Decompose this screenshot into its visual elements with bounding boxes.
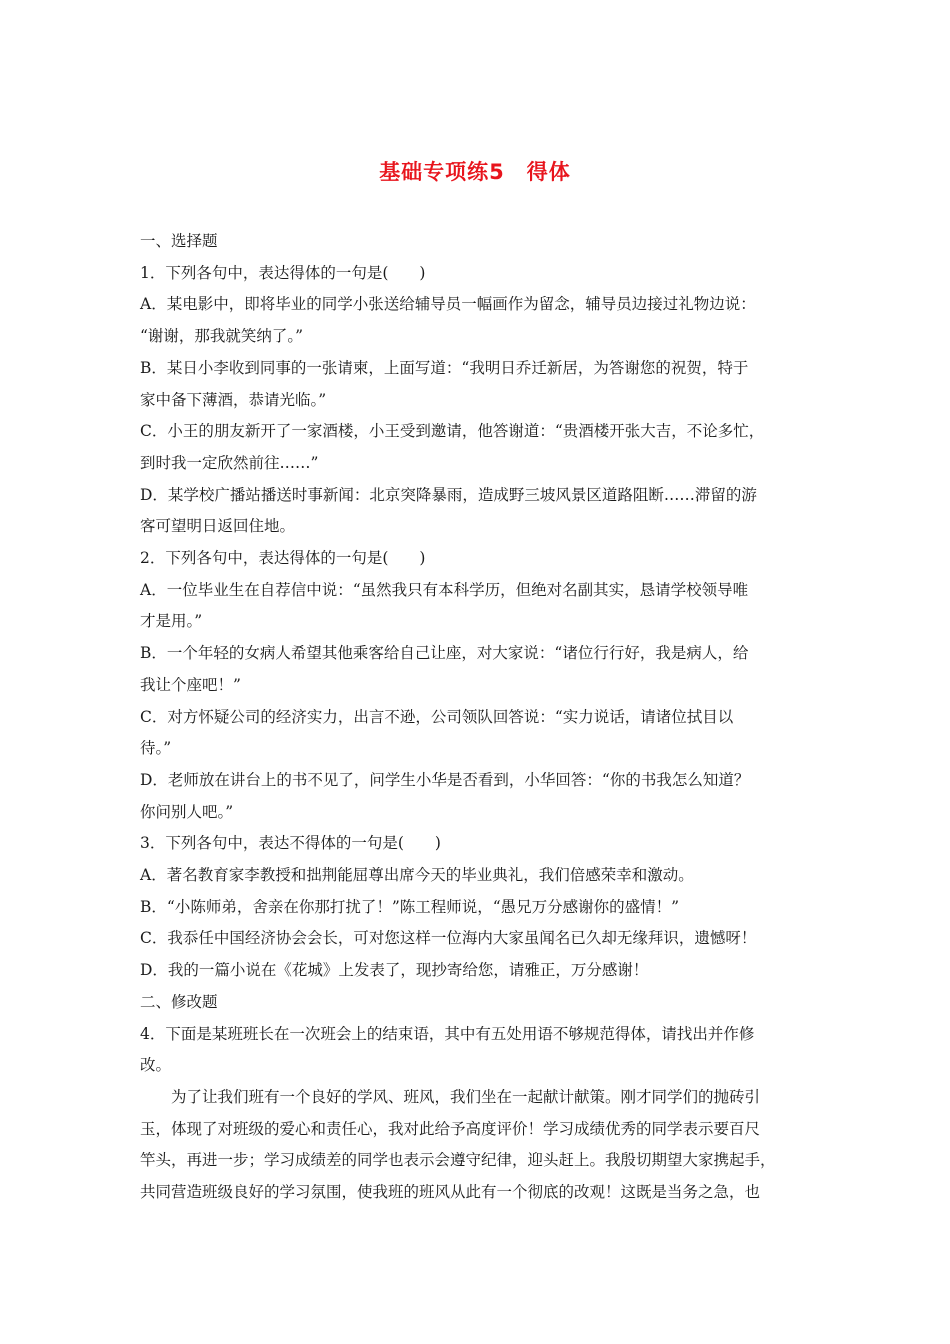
question-1-stem: 1．下列各句中，表达得体的一句是( ) — [140, 263, 426, 282]
section-heading-choice: 一、选择题 — [140, 232, 218, 250]
question-1-option-a-cont: “谢谢，那我就笑纳了。” — [140, 327, 304, 346]
question-1-option-b-cont: 家中备下薄酒，恭请光临。” — [140, 390, 327, 409]
question-2-option-c-cont: 待。” — [140, 739, 172, 758]
document-body — [140, 226, 812, 1209]
question-1-option-d-cont: 客可望明日返回住地。 — [140, 517, 296, 536]
question-4-stem: 4．下面是某班班长在一次班会上的结束语，其中有五处用语不够规范得体，请找出并作修 — [140, 1024, 755, 1043]
section-heading-revision: 二、修改题 — [140, 992, 218, 1011]
question-2-option-d: D．老师放在讲台上的书不见了，问学生小华是否看到，小华回答：“你的书我怎么知道？ — [140, 770, 750, 789]
passage-line-4: 共同营造班级良好的学习氛围，使我班的班风从此有一个彻底的改观！这既是当务之急，也 — [140, 1183, 761, 1202]
question-2-stem: 2．下列各句中，表达得体的一句是( ) — [140, 549, 426, 568]
question-2-option-c: C．对方怀疑公司的经济实力，出言不逊，公司领队回答说：“实力说话，请诸位拭目以 — [140, 707, 734, 726]
question-1-option-a: A．某电影中，即将毕业的同学小张送给辅导员一幅画作为留念，辅导员边接过礼物边说： — [140, 295, 756, 314]
passage-line-2: 玉，体现了对班级的爱心和责任心，我对此给予高度评价！学习成绩优秀的同学表示要百尺 — [140, 1119, 761, 1138]
question-1-option-c-cont: 到时我一定欣然前往……” — [140, 453, 319, 472]
passage-line-1: 为了让我们班有一个良好的学风、班风，我们坐在一起献计献策。刚才同学们的抛砖引 — [171, 1087, 761, 1106]
question-1-option-d: D．某学校广播站播送时事新闻：北京突降暴雨，造成野三坡风景区道路阻断……滞留的游 — [140, 485, 757, 504]
question-2-option-a: A．一位毕业生在自荐信中说：“虽然我只有本科学历，但绝对名副其实，恳请学校领导唯 — [140, 580, 749, 599]
question-3-stem: 3．下列各句中，表达不得体的一句是( ) — [140, 834, 441, 853]
question-3-option-c: C．我忝任中国经济协会会长，可对您这样一位海内大家虽闻名已久却无缘拜识，遗憾呀！ — [140, 929, 757, 948]
question-1-option-b: B．某日小李收到同事的一张请柬，上面写道：“我明日乔迁新居，为答谢您的祝贺，特于 — [140, 358, 749, 377]
question-4-stem-cont: 改。 — [140, 1056, 172, 1075]
page-title: 基础专项练5 得体 — [379, 160, 571, 184]
question-2-option-a-cont: 才是用。” — [140, 612, 203, 631]
question-3-option-a: A．著名教育家李教授和拙荆能屈尊出席今天的毕业典礼，我们倍感荣幸和激动。 — [140, 866, 694, 885]
question-3-option-d: D．我的一篇小说在《花城》上发表了，现抄寄给您，请雅正，万分感谢！ — [140, 961, 649, 980]
question-2-option-d-cont: 你问别人吧。” — [140, 802, 234, 821]
question-2-option-b-cont: 我让个座吧！” — [140, 675, 241, 694]
question-2-option-b: B．一个年轻的女病人希望其他乘客给自己让座，对大家说：“诸位行行好，我是病人，给 — [140, 644, 749, 663]
question-1-option-c: C．小王的朋友新开了一家酒楼，小王受到邀请，他答谢道：“贵酒楼开张大吉，不论多忙， — [140, 422, 765, 441]
question-3-option-b: B．“小陈师弟，舍亲在你那打扰了！”陈工程师说，“愚兄万分感谢你的盛情！” — [140, 897, 680, 916]
passage-line-3: 竿头，再进一步；学习成绩差的同学也表示会遵守纪律，迎头赶上。我殷切期望大家携起手， — [140, 1151, 776, 1170]
